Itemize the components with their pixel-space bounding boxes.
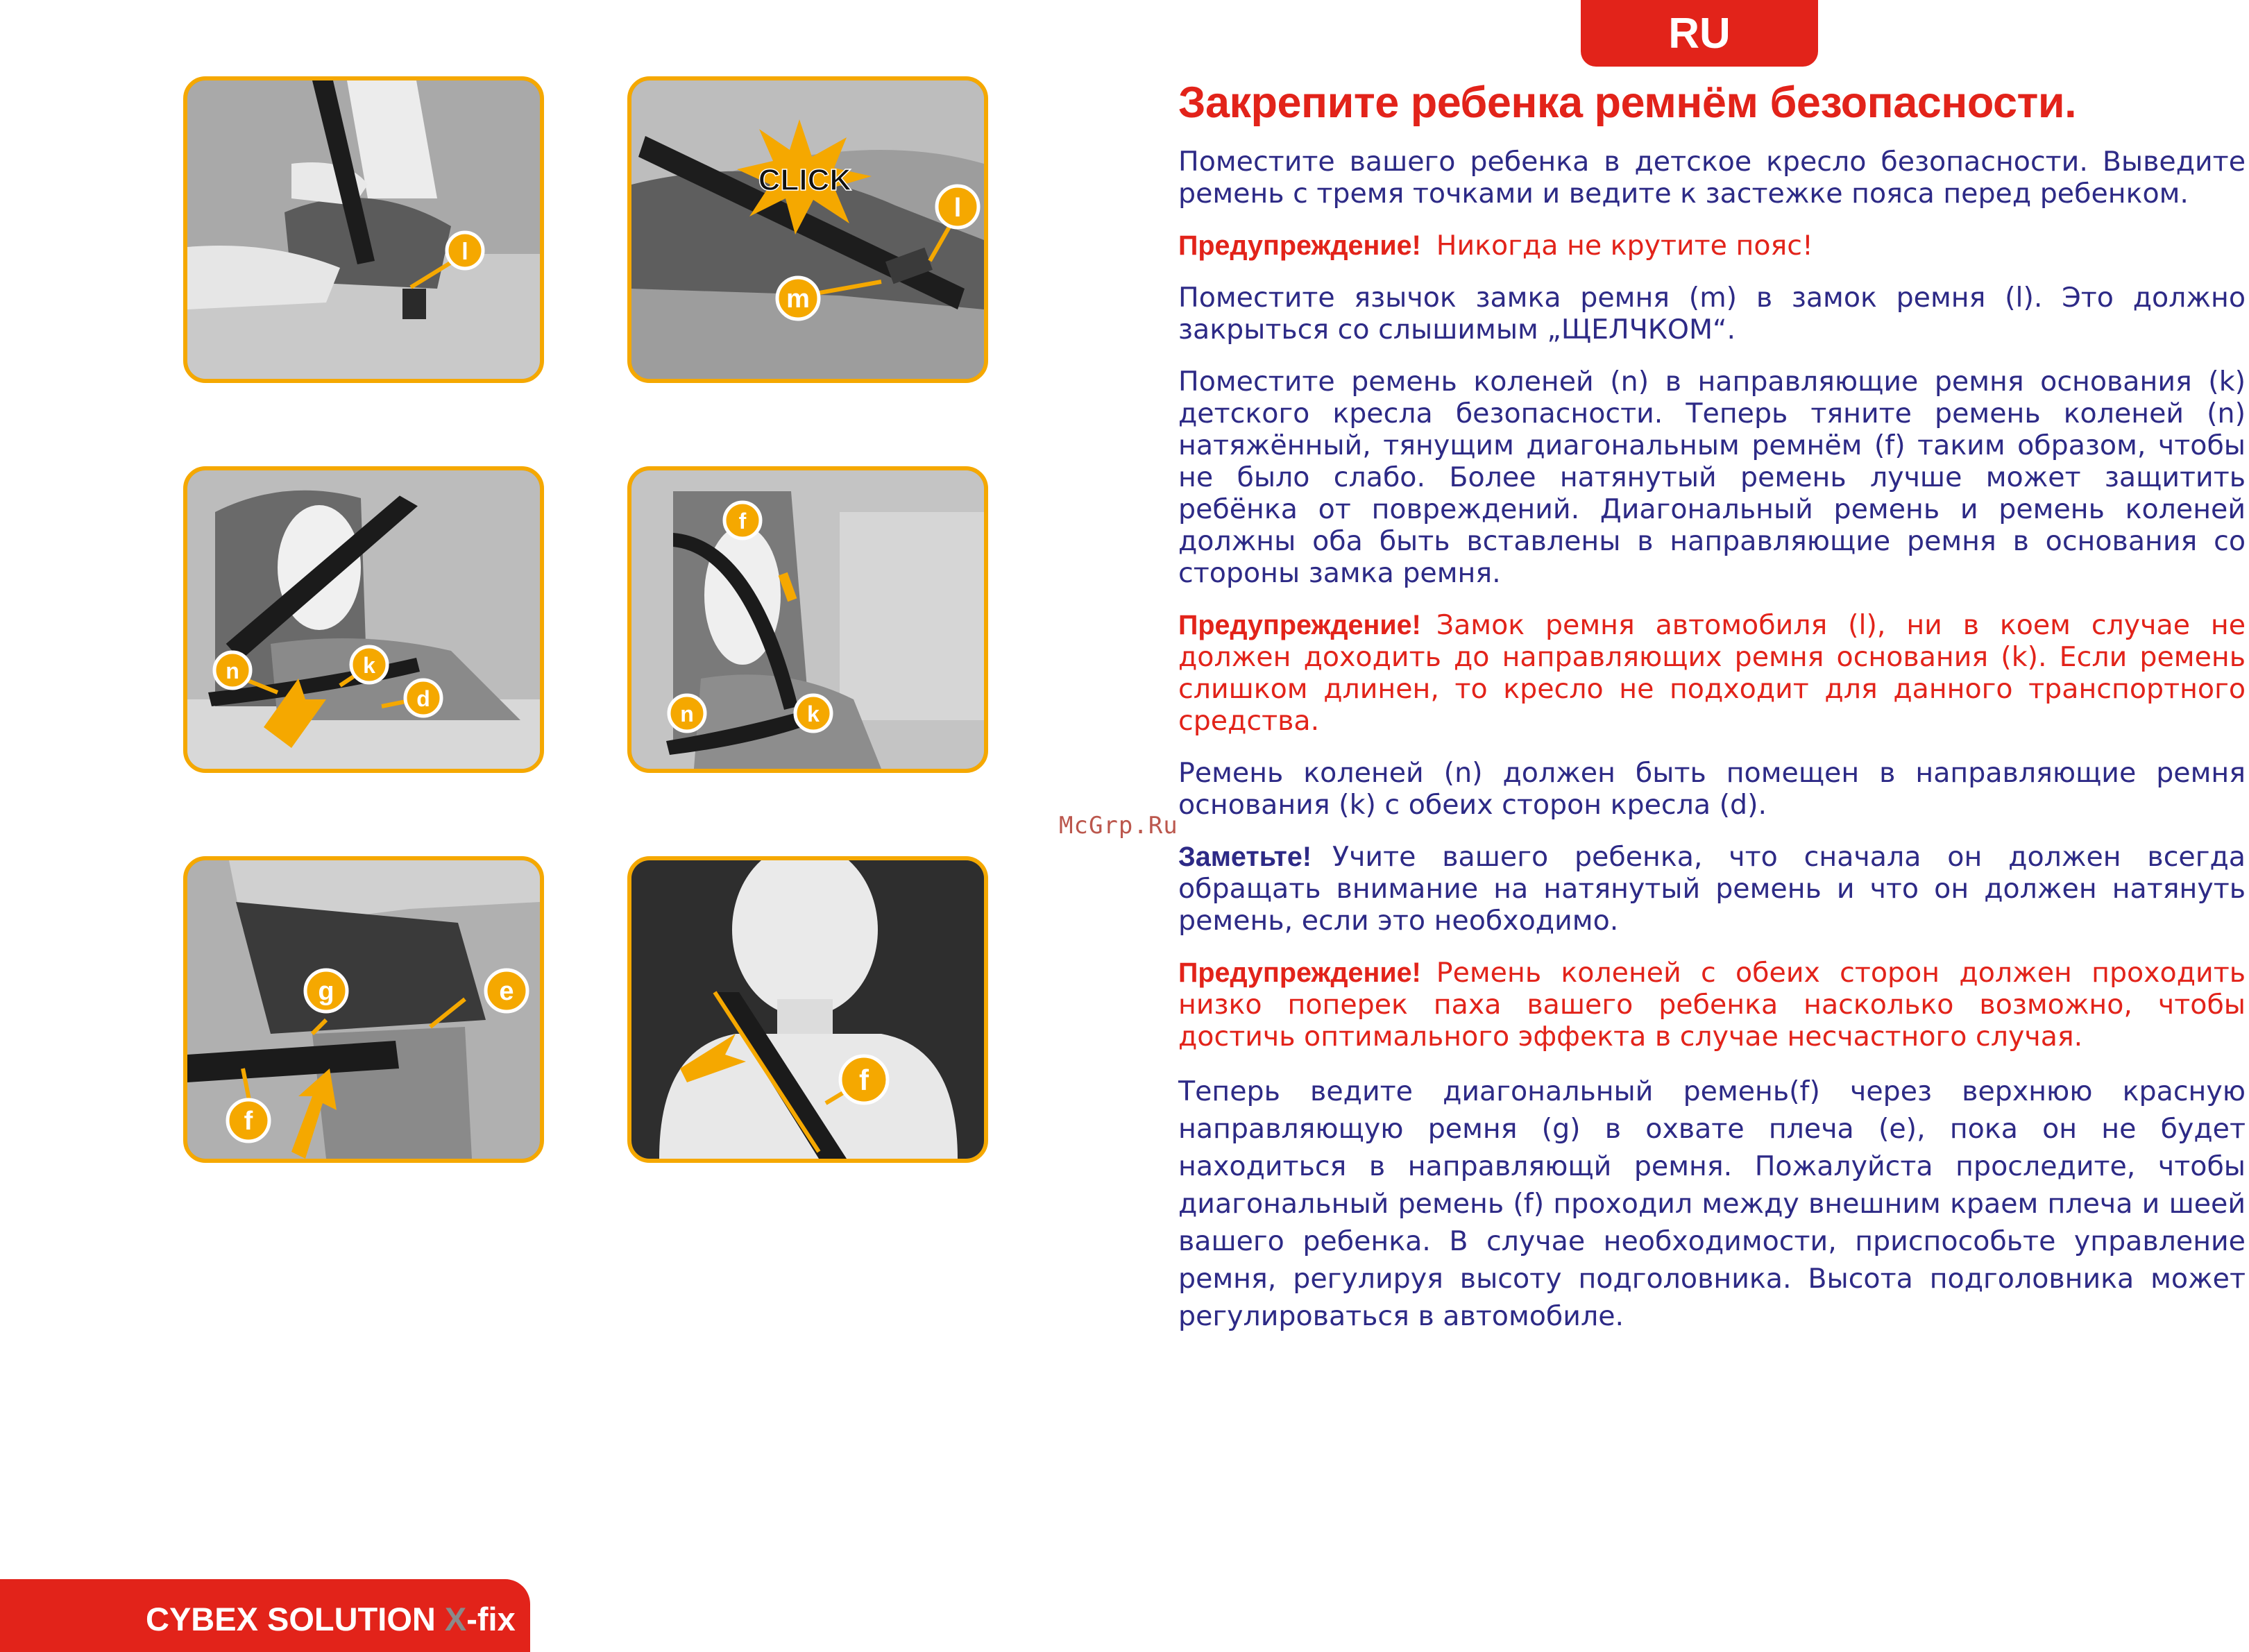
- watermark: McGrp.Ru: [1059, 812, 1178, 840]
- paragraph-both-sides: Ремень коленей (n) должен быть помещен в направляющие ремня основания (k) с обеих сторон кресла (d).: [1178, 757, 2246, 821]
- warning-label: Предупреждение!: [1178, 230, 1421, 261]
- figure-2: [627, 76, 988, 383]
- svg-text:l: l: [953, 194, 962, 223]
- figure-5: [183, 856, 544, 1163]
- figure-6: [627, 856, 988, 1163]
- figure-3: [183, 466, 544, 773]
- warning-text: Никогда не крутите пояс!: [1436, 230, 1813, 262]
- note-text: Учите вашего ребенка, что сначала он должен всегда обращать внимание на натянутый ремень и что он должен натянуть ремень, если это необходимо.: [1178, 841, 2246, 937]
- svg-text:f: f: [738, 509, 747, 534]
- svg-text:g: g: [318, 977, 334, 1006]
- note-1: [1178, 841, 2246, 937]
- svg-text:l: l: [461, 239, 468, 265]
- paragraph-diagonal-belt: Теперь ведите диагональный ремень(f) через верхнюю красную направляющую ремня (g) в охвате плеча (e), пока он не будет находиться в направляющй ремня. Пожалуйста проследите, чтобы диагональный ремень (f) проходил между внешним краем плеча и шеей вашего ребенка. В случае необходимости, приспособьте управление ремня, регулируя высоту подголовника. Высота подголовника может регулироваться в автомобиле.: [1178, 1075, 2246, 1332]
- instructions-column: [1178, 78, 2246, 1355]
- svg-text:f: f: [244, 1107, 253, 1136]
- click-text: CLICK: [758, 163, 852, 197]
- svg-text:e: e: [499, 977, 514, 1006]
- label-f-marker: [724, 502, 761, 538]
- svg-text:n: n: [226, 658, 239, 683]
- warning-label: Предупреждение!: [1178, 610, 1421, 640]
- label-k-marker-2: [795, 695, 831, 731]
- svg-text:f: f: [859, 1064, 869, 1096]
- svg-text:d: d: [416, 686, 430, 711]
- warning-text: Ремень коленей с обеих сторон должен проходить низко поперек паха вашего ребенка насколько возможно, чтобы достичь оптимального эффекта в случае несчастного случая.: [1178, 957, 2246, 1053]
- svg-text:m: m: [786, 284, 810, 314]
- brand-name: CYBEX SOLUTION X-fix: [146, 1601, 516, 1637]
- label-n-marker-2: [669, 695, 705, 731]
- figure-4: [627, 466, 988, 773]
- warning-1: [1178, 230, 2246, 262]
- footer-brand-bar: [0, 1579, 530, 1652]
- warning-2: [1178, 609, 2246, 737]
- paragraph-intro: Поместите вашего ребенка в детское кресло безопасности. Выведите ремень с тремя точками и ведите к застежке пояса перед ребенком.: [1178, 146, 2246, 210]
- warning-3: [1178, 957, 2246, 1053]
- figure-1: [183, 76, 544, 383]
- svg-text:k: k: [363, 653, 375, 678]
- svg-text:k: k: [807, 701, 820, 726]
- page-title: Закрепите ребенка ремнём безопасности.: [1178, 78, 2077, 127]
- paragraph-buckle: Поместите язычок замка ремня (m) в замок ремня (l). Это должно закрыться со слышимым „ЩЕЛЧКОМ“.: [1178, 282, 2246, 346]
- paragraph-lap-belt: Поместите ремень коленей (n) в направляющие ремня основания (k) детского кресла безопасности. Теперь тяните ремень коленей (n) натяжённый, тянущим диагональным ремнём (f) таким образом, чтобы не было слабо. Более натянутый ремень лучше может защитить ребёнка от повреждений. Диагональный ремень и ремень коленей должны оба быть вставлены в направляющие ремня в основания со стороны замка ремня.: [1178, 366, 2246, 589]
- note-label: Заметьте!: [1178, 842, 1312, 872]
- svg-text:n: n: [680, 701, 694, 726]
- warning-text: Замок ремня автомобиля (l), ни в коем случае не должен доходить до направляющих ремня основания (k). Если ремень слишком длинен, то кресло не подходит для данного транспортного средства.: [1178, 609, 2246, 737]
- language-tab: RU: [1581, 0, 1818, 67]
- warning-label: Предупреждение!: [1178, 957, 1421, 988]
